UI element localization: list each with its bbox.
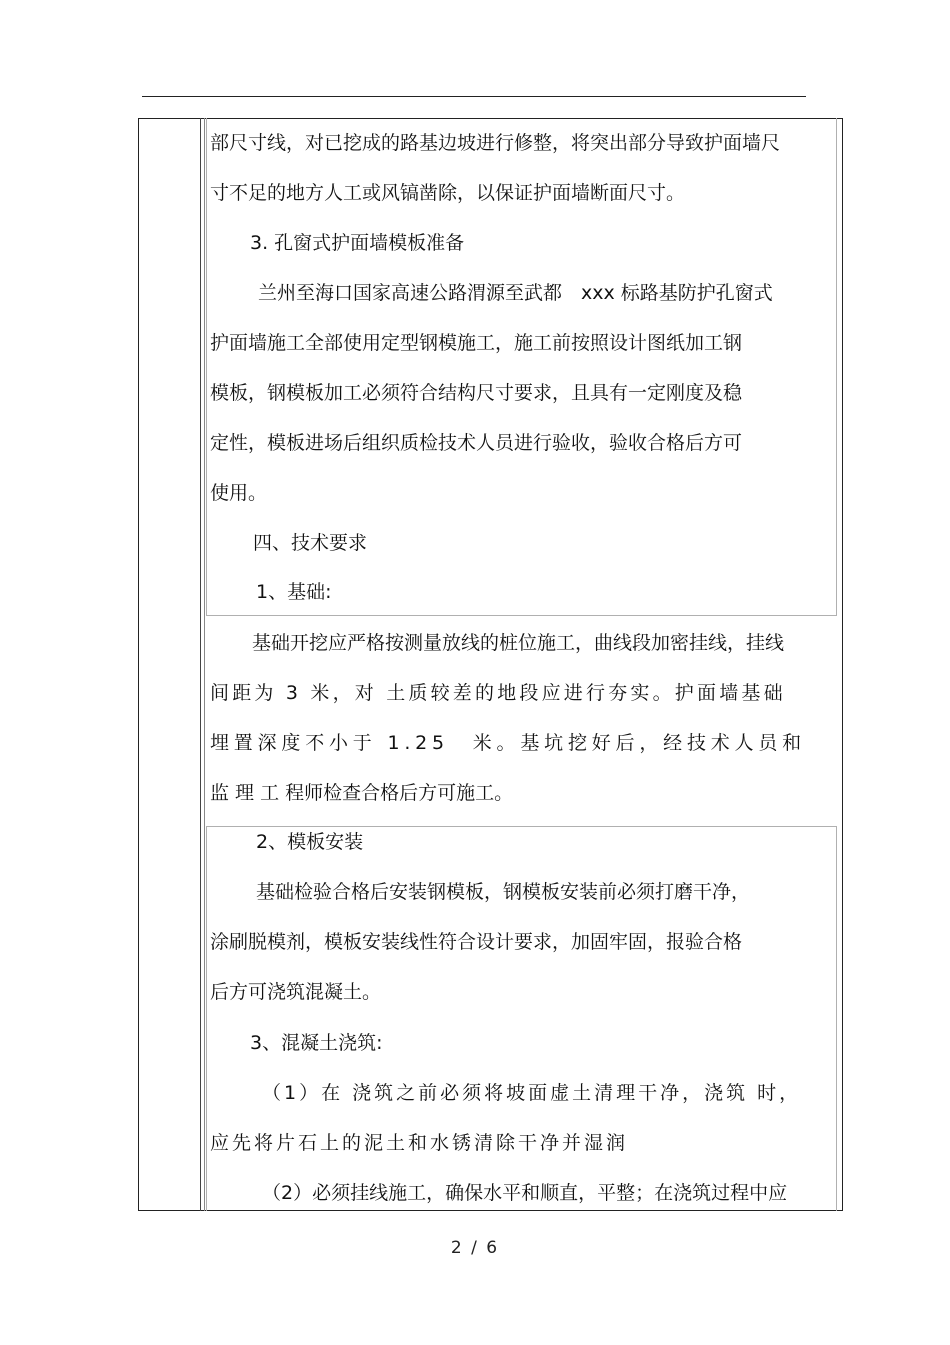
section-heading-formwork-prep: 3. 孔窗式护面墙模板准备: [250, 232, 465, 254]
header-rule: [142, 96, 806, 97]
column-divider-inner: [204, 118, 205, 1211]
body-line-5: 护面墙施工全部使用定型钢模施工，施工前按照设计图纸加工钢: [210, 332, 743, 354]
body-line-13: 埋置深度不小于 1.25 米。基坑挖好后，经技术人员和: [210, 732, 806, 754]
column-divider: [200, 118, 201, 1211]
body-line-1: 部尺寸线，对已挖成的路基边坡进行修整，将突出部分导致护面墙尺: [210, 132, 781, 154]
subheading-formwork-install: 2、模板安装: [256, 831, 364, 853]
body-line-22: （2）必须挂线施工，确保水平和顺直，平整；在浇筑过程中应: [262, 1182, 788, 1204]
section-heading-technical: 四、技术要求: [253, 532, 368, 554]
body-line-17: 涂刷脱模剂，模板安装线性符合设计要求，加固牢固，报验合格: [210, 931, 743, 953]
subheading-concrete-pouring: 3、混凝土浇筑:: [250, 1032, 383, 1054]
body-line-20: （1）在 浇筑之前必须将坡面虚土清理干净，浇筑 时，: [262, 1082, 802, 1104]
body-line-4: 兰州至海口国家高速公路渭源至武都 xxx 标路基防护孔窗式: [258, 282, 773, 304]
body-line-11: 基础开挖应严格按测量放线的桩位施工，曲线段加密挂线，挂线: [252, 632, 785, 654]
body-line-12: 间距为 3 米，对 土质较差的地段应进行夯实。护面墙基础: [210, 682, 786, 704]
body-line-16: 基础检验合格后安装钢模板，钢模板安装前必须打磨干净，: [256, 881, 751, 903]
body-line-7: 定性，模板进场后组织质检技术人员进行验收，验收合格后方可: [210, 432, 743, 454]
page-number: 2 / 6: [450, 1238, 500, 1258]
body-line-18: 后方可浇筑混凝土。: [210, 981, 382, 1003]
body-line-8: 使用。: [210, 482, 268, 504]
subheading-foundation: 1、基础:: [256, 581, 332, 603]
body-line-14: 监 理 工 程师检查合格后方可施工。: [210, 782, 514, 804]
body-line-6: 模板，钢模板加工必须符合结构尺寸要求，且具有一定刚度及稳: [210, 382, 743, 404]
body-line-2: 寸不足的地方人工或风镐凿除，以保证护面墙断面尺寸。: [210, 182, 686, 204]
body-line-21: 应先将片石上的泥土和水锈清除干净并湿润: [210, 1132, 629, 1154]
